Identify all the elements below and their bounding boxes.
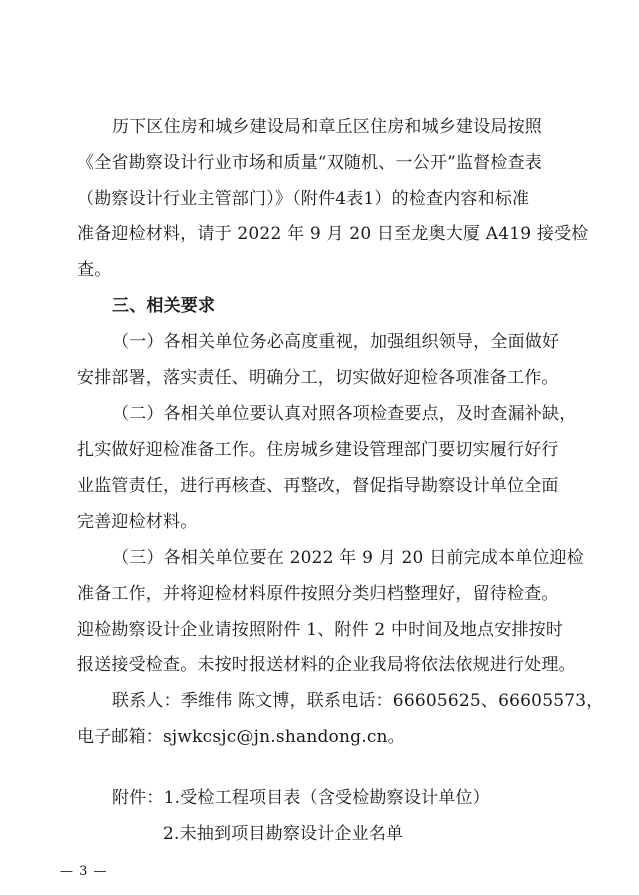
paragraph-line-3: （勘察设计行业主管部门）》（附件4表1）的检查内容和标准 [77, 189, 530, 209]
paragraph-line-10: 扎实做好迎检准备工作。住房城乡建设管理部门要切实履行好行 [77, 440, 559, 460]
paragraph-line-8: 安排部署，落实责任、明确分工，切实做好迎检各项准备工作。 [77, 368, 559, 388]
attachment-line-2: 2.未抽到项目勘察设计企业名单 [163, 824, 404, 844]
paragraph-line-1: 历下区住房和城乡建设局和章丘区住房和城乡建设局按照 [112, 117, 542, 137]
paragraph-line-7: （一）各相关单位务必高度重视，加强组织领导，全面做好 [112, 332, 560, 352]
email-line: 电子邮箱：sjwkcsjc@jn.shandong.cn。 [77, 727, 405, 747]
contact-line: 联系人：季维伟 陈文博，联系电话：66605625、66605573， [112, 691, 604, 711]
paragraph-line-12: 完善迎检材料。 [77, 512, 198, 532]
section-heading: 三、相关要求 [112, 296, 216, 316]
paragraph-line-16: 报送接受检查。未按时报送材料的企业我局将依法依规进行处理。 [77, 655, 576, 675]
paragraph-line-4: 准备迎检材料，请于 2022 年 9 月 20 日至龙奥大厦 A419 接受检 [77, 224, 589, 244]
paragraph-line-9: （二）各相关单位要认真对照各项检查要点，及时查漏补缺， [112, 404, 577, 424]
paragraph-line-14: 准备工作，并将迎检材料原件按照分类归档整理好，留待检查。 [77, 584, 559, 604]
paragraph-line-5: 查。 [77, 260, 112, 280]
paragraph-line-2: 《全省勘察设计行业市场和质量“双随机、一公开”监督检查表 [77, 153, 542, 173]
paragraph-line-11: 业监管责任，进行再核查、再整改，督促指导勘察设计单位全面 [77, 476, 559, 496]
paragraph-line-15: 迎检勘察设计企业请按照附件 1、附件 2 中时间及地点安排按时 [77, 620, 564, 640]
page-number: — 3 — [60, 864, 108, 879]
paragraph-line-13: （三）各相关单位要在 2022 年 9 月 20 日前完成本单位迎检 [112, 548, 584, 568]
attachment-line-1: 附件：1.受检工程项目表（含受检勘察设计单位） [112, 788, 490, 808]
